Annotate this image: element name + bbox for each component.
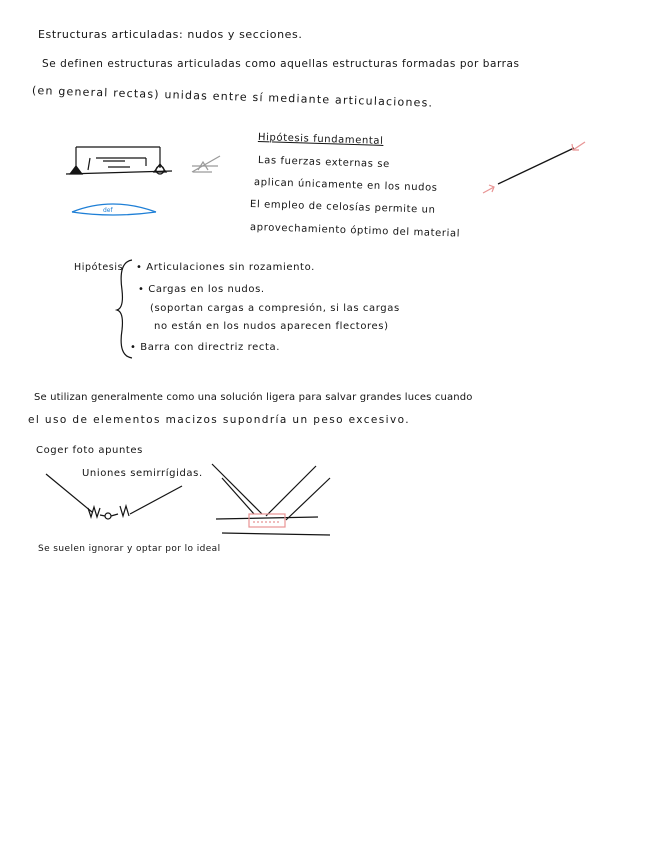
footer-note: Se suelen ignorar y optar por lo ideal [38, 544, 221, 554]
paragraph1-line1: Se definen estructuras articuladas como aquellas estructuras formadas por barras [42, 58, 520, 70]
paragraph2-line2: el uso de elementos macizos supondría un peso excesivo. [28, 414, 410, 426]
blue-def-label: def [103, 207, 113, 214]
hipotesis-item3: (soportan cargas a compresión, si las cargas [150, 303, 400, 314]
truss-joint-sketch [212, 464, 330, 535]
hypothesis-line2: aplican únicamente en los nudos [253, 177, 438, 194]
photo-note: Coger foto apuntes [36, 445, 143, 456]
beam-sketch [66, 147, 172, 174]
gray-sketch [192, 156, 220, 172]
hypothesis-line1: Las fuerzas externas se [257, 155, 391, 171]
hipotesis-item5: • Barra con directriz recta. [130, 342, 281, 353]
hipotesis-item1: • Articulaciones sin rozamiento. [136, 262, 315, 273]
hipotesis-item2: • Cargas en los nudos. [138, 284, 265, 295]
hypothesis-line3: El empleo de celosías permite un [249, 199, 436, 216]
hipotesis-item4: no están en los nudos aparecen flectores) [154, 321, 389, 332]
hipotesis-brace [117, 260, 132, 358]
paragraph1-line2: (en general rectas) unidas entre sí mediante articulaciones. [31, 84, 434, 110]
uniones-label: Uniones semirrígidas. [82, 468, 203, 479]
hipotesis-label: Hipótesis [74, 262, 124, 273]
bar-sketch [483, 142, 585, 193]
semirigid-joint-sketch [46, 474, 182, 519]
hypothesis-line4: aprovechamiento óptimo del material [249, 222, 461, 240]
blue-deformed-sketch [72, 204, 156, 215]
paragraph2-line1: Se utilizan generalmente como una solución ligera para salvar grandes luces cuando [34, 392, 473, 403]
note-title: Estructuras articuladas: nudos y secciones. [38, 28, 303, 41]
gusset-plate-sketch [249, 514, 285, 527]
hypothesis-heading: Hipótesis fundamental [257, 132, 384, 147]
